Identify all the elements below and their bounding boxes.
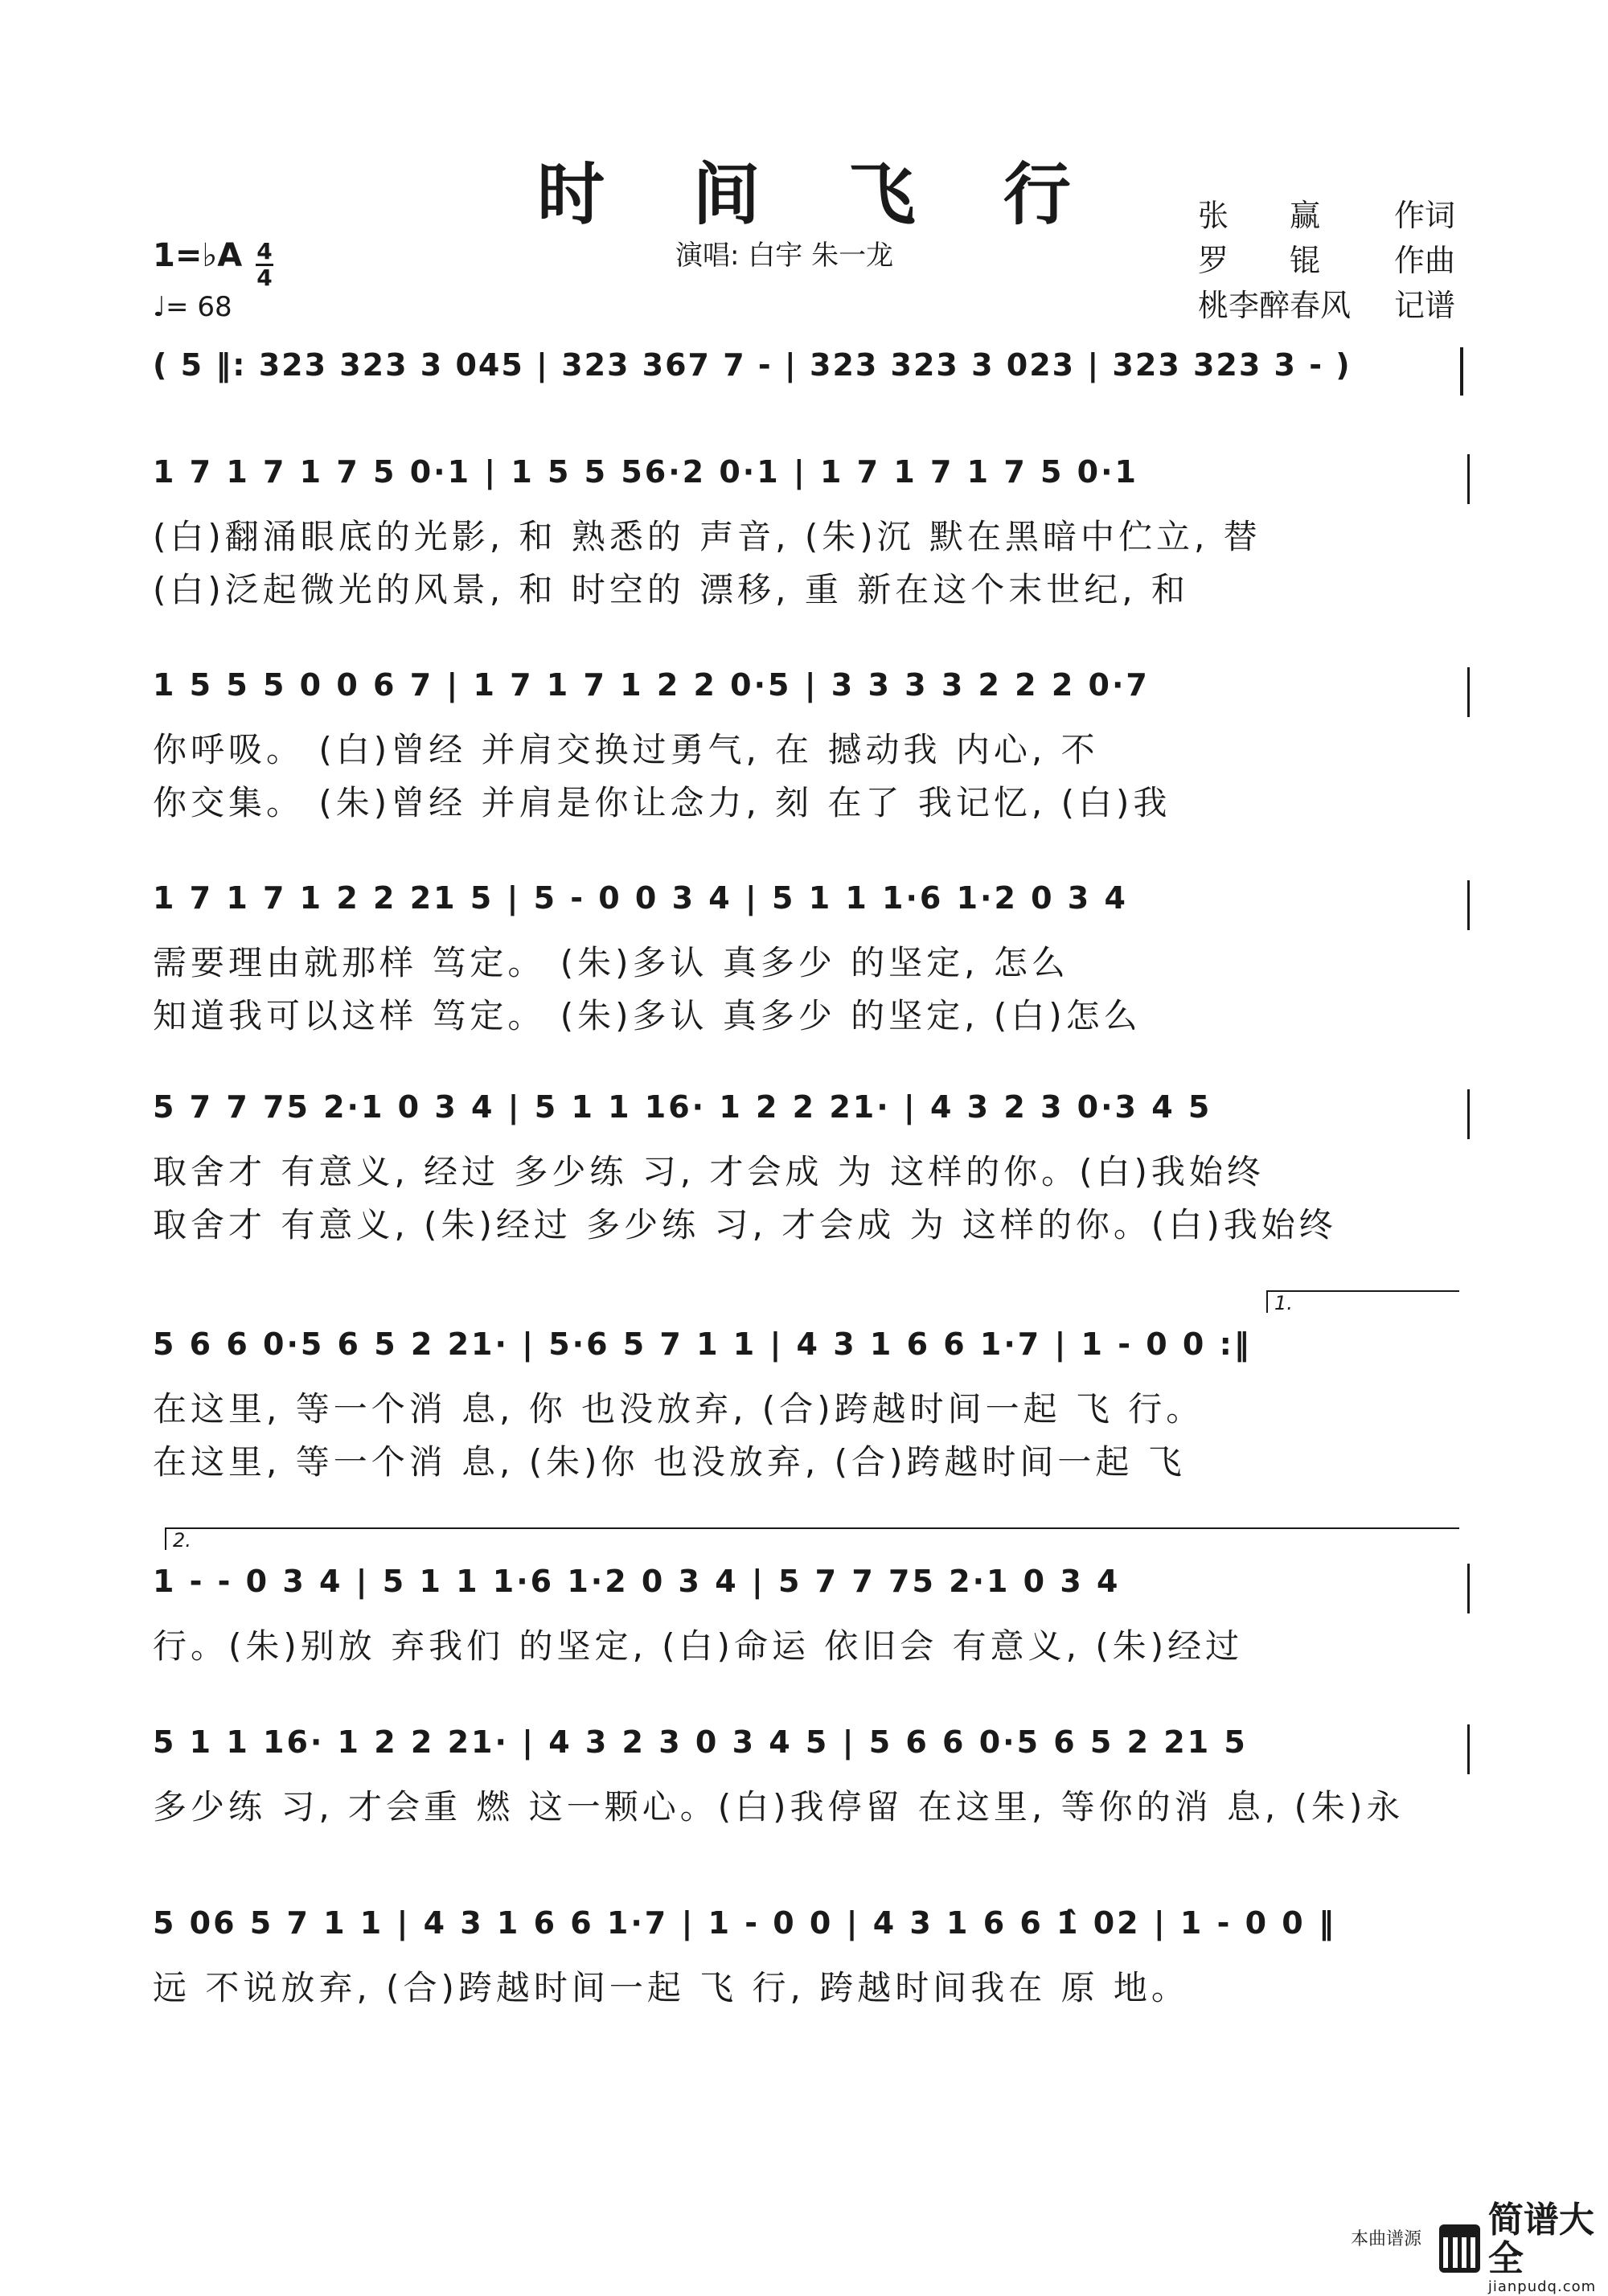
notes-line xyxy=(153,667,1463,724)
credit-lyricist xyxy=(1198,193,1455,238)
notes-line xyxy=(153,454,1463,510)
credit-role: 作曲 xyxy=(1393,243,1455,278)
credit-role: 记谱 xyxy=(1393,288,1455,323)
singer-line: 演唱: 白宇 朱一龙 xyxy=(675,240,894,272)
lyric-line-2: 知道我可以这样 笃定。 (朱)多认 真多少 的坚定, (白)怎么 xyxy=(153,996,1142,1035)
notes-line xyxy=(153,1564,1463,1620)
lyric-line-1: 在这里, 等一个消 息, 你 也没放弃, (合)跨越时间一起 飞 行。 xyxy=(153,1389,1204,1429)
lyric-line-2: 你交集。 (朱)曾经 并肩是你让念力, 刻 在了 我记忆, (白)我 xyxy=(153,783,1171,822)
credit-transcriber xyxy=(1198,283,1455,328)
lyric-line-1: 多少练 习, 才会重 燃 这一颗心。(白)我停留 在这里, 等你的消 息, (朱)永 xyxy=(153,1787,1405,1827)
tempo-marking: ♩= 68 xyxy=(153,291,232,323)
site-logo[interactable] xyxy=(1439,2201,1608,2296)
time-signature xyxy=(256,240,273,290)
piano-icon xyxy=(1439,2224,1480,2273)
lyric-line-2: (白)泛起微光的风景, 和 时空的 漂移, 重 新在这个末世纪, 和 xyxy=(153,570,1189,609)
barline xyxy=(1460,347,1463,396)
credit-role: 作词 xyxy=(1393,198,1455,233)
footer-source-note: 本曲谱源 xyxy=(1351,2229,1422,2249)
lyric-line-2: 取舍才 有意义, (朱)经过 多少练 习, 才会成 为 这样的你。(白)我始终 xyxy=(153,1205,1337,1244)
logo-text xyxy=(1488,2201,1608,2296)
lyric-line-1: 行。(朱)别放 弃我们 的坚定, (白)命运 依旧会 有意义, (朱)经过 xyxy=(153,1626,1244,1666)
credit-name: 桃李醉春风 xyxy=(1198,288,1352,323)
score-system-7 xyxy=(153,1724,1463,1834)
notes-text: 1 - - 0 3 4 | 5 1 1 1·6 1·2 0 3 4 | 5 7 7 75 2·1 0 3 4 xyxy=(153,1564,1121,1599)
intro-notes: ( 5 ‖: 323 323 3 045 | 323 367 7 - | 323 323 3 023 | 323 323 3 - ) xyxy=(153,347,1352,383)
barline xyxy=(1467,1724,1470,1774)
credit-name: 张 赢 xyxy=(1198,198,1321,233)
volta-first-ending: 1. xyxy=(1266,1290,1459,1313)
barline xyxy=(1467,667,1470,717)
notes-line xyxy=(153,1724,1463,1781)
score-system-5 xyxy=(153,1326,1463,1489)
notes-text: 5 7 7 75 2·1 0 3 4 | 5 1 1 16· 1 2 2 21· | 4 3 2 3 0·3 4 5 xyxy=(153,1089,1212,1125)
credit-composer xyxy=(1198,238,1455,283)
notes-line xyxy=(153,880,1463,937)
time-sig-top: 4 xyxy=(256,238,273,264)
credit-name: 罗 锟 xyxy=(1198,243,1321,278)
intro-line xyxy=(153,347,1463,383)
notes-text: 5 1 1 16· 1 2 2 21· | 4 3 2 3 0 3 4 5 | 5 6 6 0·5 6 5 2 21 5 xyxy=(153,1724,1248,1760)
score-system-3 xyxy=(153,880,1463,1043)
time-sig-bottom: 4 xyxy=(256,264,273,291)
barline xyxy=(1467,880,1470,930)
lyric-line-1: 需要理由就那样 笃定。 (朱)多认 真多少 的坚定, 怎么 xyxy=(153,943,1069,982)
score-system-6 xyxy=(153,1564,1463,1673)
notes-line xyxy=(153,1905,1463,1962)
score-system-1 xyxy=(153,454,1463,617)
barline xyxy=(1467,1564,1470,1613)
lyric-line-1: 你呼吸。 (白)曾经 并肩交换过勇气, 在 撼动我 内心, 不 xyxy=(153,730,1099,769)
credits xyxy=(1198,193,1455,328)
score-system-8 xyxy=(153,1905,1463,2015)
notes-text: 5 06 5 7 1 1 | 4 3 1 6 6 1·7 | 1 - 0 0 | 4 3 1 6 6 1̂ 02 | 1 - 0 0 ‖ xyxy=(153,1905,1336,1941)
lyric-line-1: 远 不说放弃, (合)跨越时间一起 飞 行, 跨越时间我在 原 地。 xyxy=(153,1968,1189,2007)
score-system-4 xyxy=(153,1089,1463,1252)
notes-text: 1 5 5 5 0 0 6 7 | 1 7 1 7 1 2 2 0·5 | 3 3 3 3 2 2 2 0·7 xyxy=(153,667,1150,703)
logo-name: 简谱大全 xyxy=(1487,2200,1594,2279)
notes-text: 1 7 1 7 1 2 2 21 5 | 5 - 0 0 3 4 | 5 1 1 1·6 1·2 0 3 4 xyxy=(153,880,1128,916)
logo-url: jianpudq.com xyxy=(1487,2278,1597,2295)
song-title: 时 间 飞 行 xyxy=(537,155,1103,234)
lyric-line-1: (白)翻涌眼底的光影, 和 熟悉的 声音, (朱)沉 默在黑暗中伫立, 替 xyxy=(153,517,1261,556)
volta-second-ending: 2. xyxy=(165,1527,1459,1550)
lyric-line-2: 在这里, 等一个消 息, (朱)你 也没放弃, (合)跨越时间一起 飞 xyxy=(153,1442,1186,1482)
barline xyxy=(1467,1089,1470,1139)
notes-text: 1 7 1 7 1 7 5 0·1 | 1 5 5 56·2 0·1 | 1 7 1 7 1 7 5 0·1 xyxy=(153,454,1138,490)
key-signature: 1=♭A xyxy=(153,237,243,274)
notes-line xyxy=(153,1326,1463,1383)
barline xyxy=(1467,454,1470,504)
notes-line xyxy=(153,1089,1463,1146)
lyric-line-1: 取舍才 有意义, 经过 多少练 习, 才会成 为 这样的你。(白)我始终 xyxy=(153,1152,1265,1191)
score-system-2 xyxy=(153,667,1463,830)
notes-text: 5 6 6 0·5 6 5 2 21· | 5·6 5 7 1 1 | 4 3 1 6 6 1·7 | 1 - 0 0 :‖ xyxy=(153,1326,1252,1362)
